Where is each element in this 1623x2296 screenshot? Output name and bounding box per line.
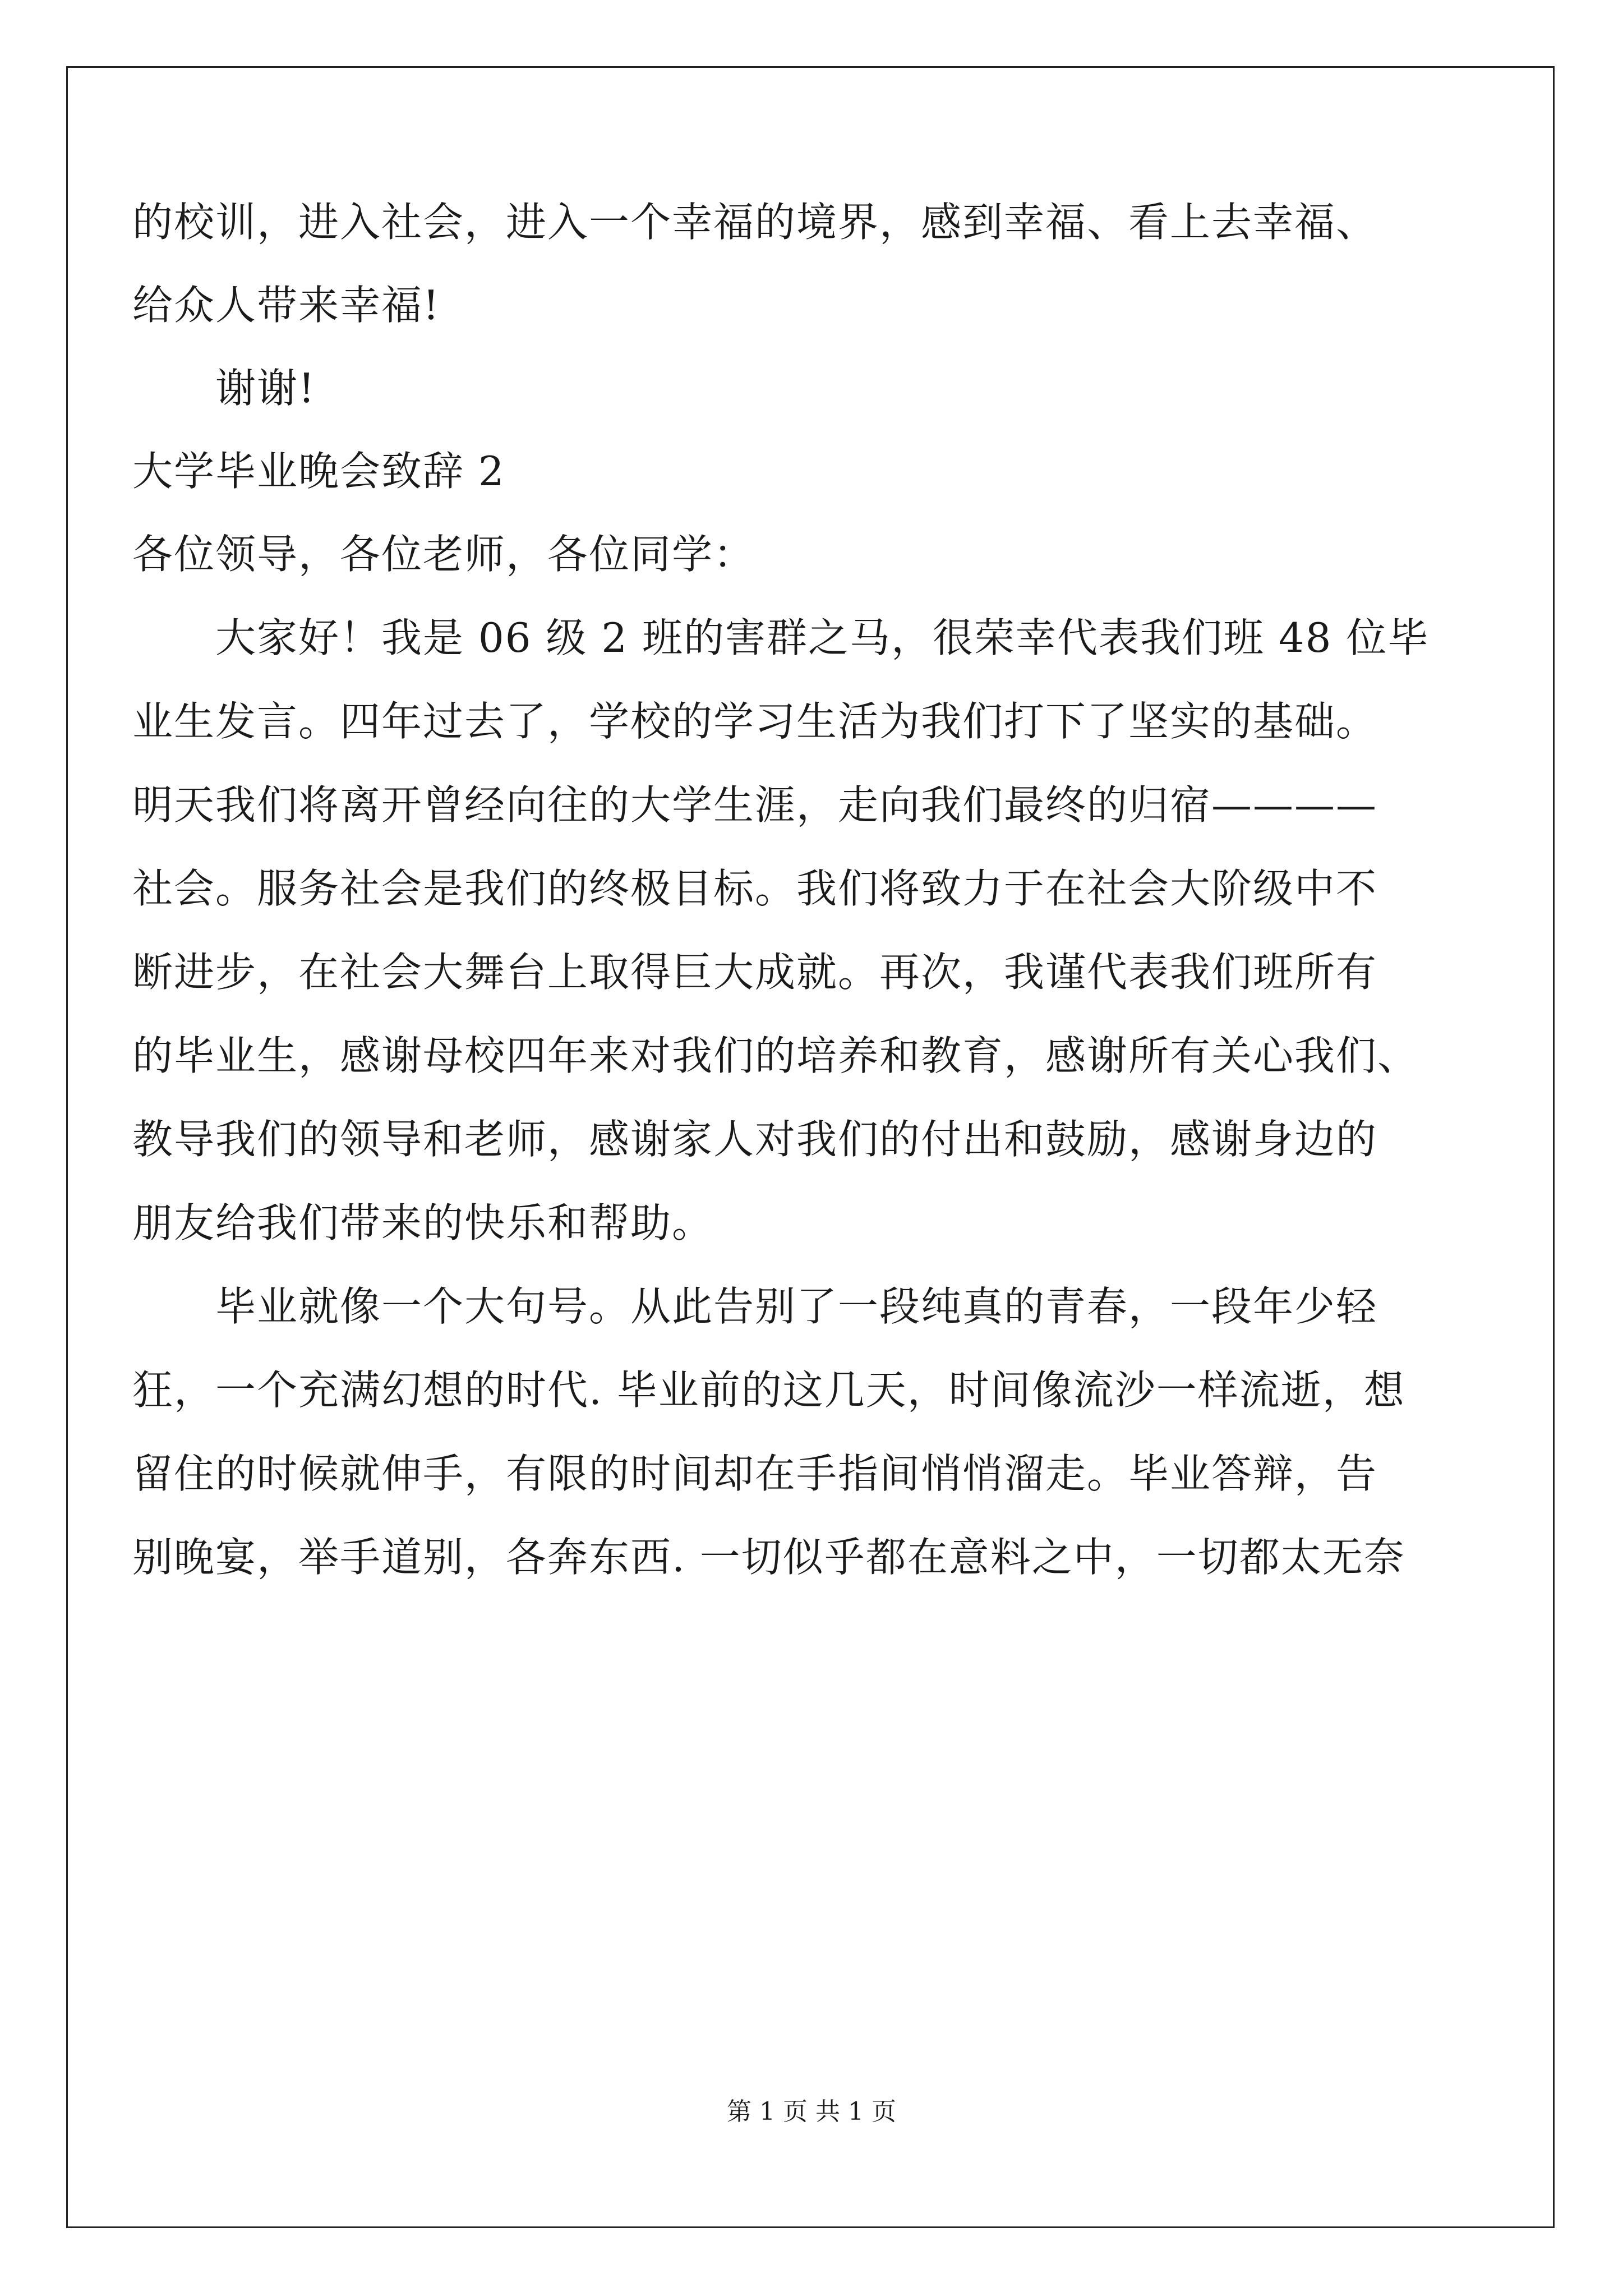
document-body: [132, 199, 1492, 1581]
text-line: 断进步，在社会大舞台上取得巨大成就。再次，我谨代表我们班所有: [132, 949, 1378, 996]
text-line: 的校训，进入社会，进入一个幸福的境界，感到幸福、看上去幸福、: [132, 199, 1378, 246]
section-heading: 大学毕业晚会致辞 2: [132, 448, 505, 495]
text-line: 给众人带来幸福!: [132, 282, 440, 329]
closing-thanks: 谢谢!: [215, 365, 316, 412]
text-line: 教导我们的领导和老师，感谢家人对我们的付出和鼓励，感谢身边的: [132, 1116, 1378, 1163]
text-line: 毕业就像一个大句号。从此告别了一段纯真的青春，一段年少轻: [215, 1283, 1378, 1330]
text-line: 的毕业生，感谢母校四年来对我们的培养和教育，感谢所有关心我们、: [132, 1032, 1419, 1079]
text-line: 狂，一个充满幻想的时代. 毕业前的这几天，时间像流沙一样流逝，想: [132, 1366, 1405, 1414]
text-line: 社会。服务社会是我们的终极目标。我们将致力于在社会大阶级中不: [132, 865, 1378, 912]
text-line: 明天我们将离开曾经向往的大学生涯，走向我们最终的归宿————: [132, 781, 1378, 829]
text-line: 留住的时候就伸手，有限的时间却在手指间悄悄溜走。毕业答辩，告: [132, 1450, 1378, 1497]
page-footer: 第 1 页 共 1 页: [727, 2097, 896, 2126]
text-line: 别晚宴，举手道别，各奔东西. 一切似乎都在意料之中，一切都太无奈: [132, 1534, 1405, 1581]
salutation: 各位领导，各位老师，各位同学：: [132, 531, 755, 578]
text-line: 朋友给我们带来的快乐和帮助。: [132, 1199, 714, 1246]
text-line: 大家好！我是 06 级 2 班的害群之马，很荣幸代表我们班 48 位毕: [215, 614, 1430, 661]
text-line: 业生发言。四年过去了，学校的学习生活为我们打下了坚实的基础。: [132, 698, 1378, 745]
